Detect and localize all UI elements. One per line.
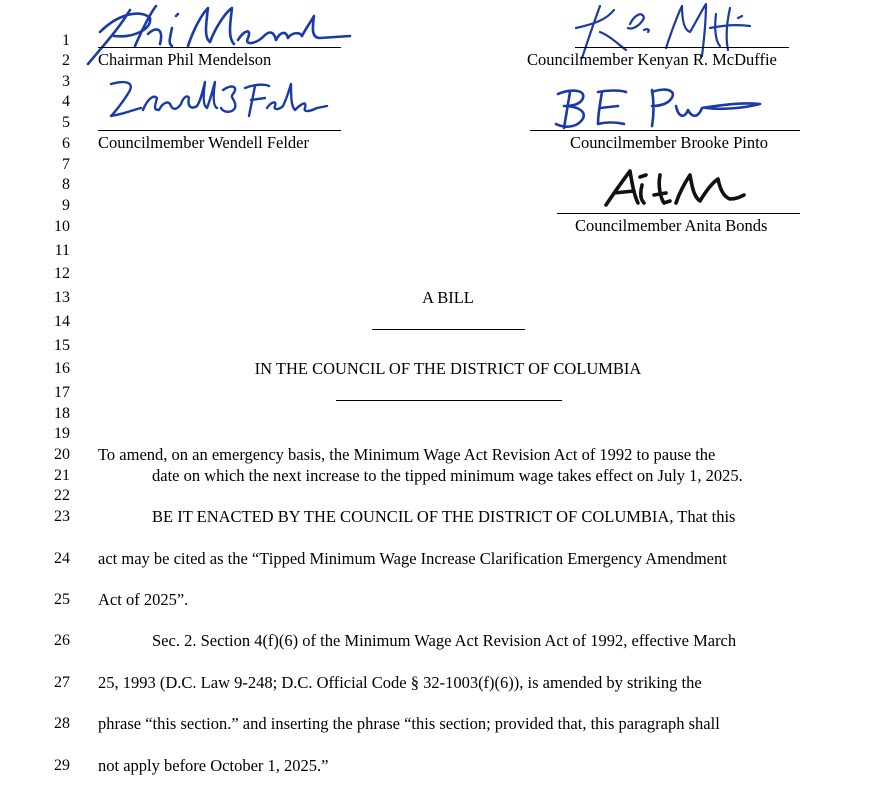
bill-title: A BILL [422,288,474,307]
signature-pinto [548,84,768,134]
line-number: 11 [54,242,70,259]
line-number: 13 [54,289,70,306]
line-number: 8 [62,176,70,193]
long-title-line-1: To amend, on an emergency basis, the Minimum Wage Act Revision Act of 1992 to pause the [98,445,716,464]
line-number: 17 [54,384,70,401]
signature-line [575,47,789,48]
signatory-title-mendelson: Chairman Phil Mendelson [98,50,272,69]
line-number: 28 [54,715,70,732]
line-number: 5 [62,114,70,131]
section-2-line-2: 25, 1993 (D.C. Law 9-248; D.C. Official Code § 32-1003(f)(6)), is amended by striking the [98,673,702,692]
title-rule [372,329,525,330]
enacting-clause-line-3: Act of 2025”. [98,590,189,609]
line-number: 12 [54,265,70,282]
section-2-line-3: phrase “this section.” and inserting the phrase “this section; provided that, this paragraph shall [98,714,720,733]
line-number: 18 [54,405,70,422]
council-heading: IN THE COUNCIL OF THE DISTRICT OF COLUMBIA [254,359,642,378]
line-number: 25 [54,591,70,608]
line-number: 23 [54,508,70,525]
signatory-title-felder: Councilmember Wendell Felder [98,133,309,152]
line-number: 6 [62,135,70,152]
signatory-title-bonds: Councilmember Anita Bonds [575,216,768,235]
line-number: 22 [54,487,70,504]
signature-stroke [556,91,626,129]
signature-stroke [221,84,327,116]
section-2-line-1: Sec. 2. Section 4(f)(6) of the Minimum Wage Act Revision Act of 1992, effective March [152,631,737,650]
line-number: 26 [54,632,70,649]
line-number: 3 [62,73,70,90]
signature-line [98,47,341,48]
line-number: 9 [62,197,70,214]
signature-bonds [600,165,750,210]
line-number: 15 [54,337,70,354]
signature-stroke [188,8,350,46]
line-number: 21 [54,467,70,484]
line-number: 2 [62,52,70,69]
line-number: 14 [54,313,70,330]
line-number: 19 [54,425,70,442]
line-number: 1 [62,32,70,49]
line-number: 27 [54,674,70,691]
long-title-line-2: date on which the next increase to the tipped minimum wage takes effect on July 1, 2025. [152,466,743,485]
line-number: 16 [54,360,70,377]
line-number: 7 [62,156,70,173]
line-number: 20 [54,446,70,463]
enacting-clause-line-1: BE IT ENACTED BY THE COUNCIL OF THE DISTRICT OF COLUMBIA, That this [152,507,736,526]
signature-stroke [652,90,760,126]
signature-line [557,213,800,214]
enacting-clause-line-2: act may be cited as the “Tipped Minimum Wage Increase Clarification Emergency Amendment [98,549,727,568]
line-number: 24 [54,550,70,567]
line-number: 4 [62,93,70,110]
section-2-line-4: not apply before October 1, 2025.” [98,756,329,775]
line-number: 29 [54,757,70,774]
signature-line [530,130,800,131]
council-rule [336,400,562,401]
signature-stroke [111,82,217,116]
signature-stroke [666,4,750,56]
signatory-title-pinto: Councilmember Brooke Pinto [570,133,768,152]
signature-stroke [606,171,744,205]
signature-felder [105,76,335,126]
signatory-title-mcduffie: Councilmember Kenyan R. McDuffie [527,50,777,69]
line-number: 10 [54,218,70,235]
signature-line [98,130,341,131]
